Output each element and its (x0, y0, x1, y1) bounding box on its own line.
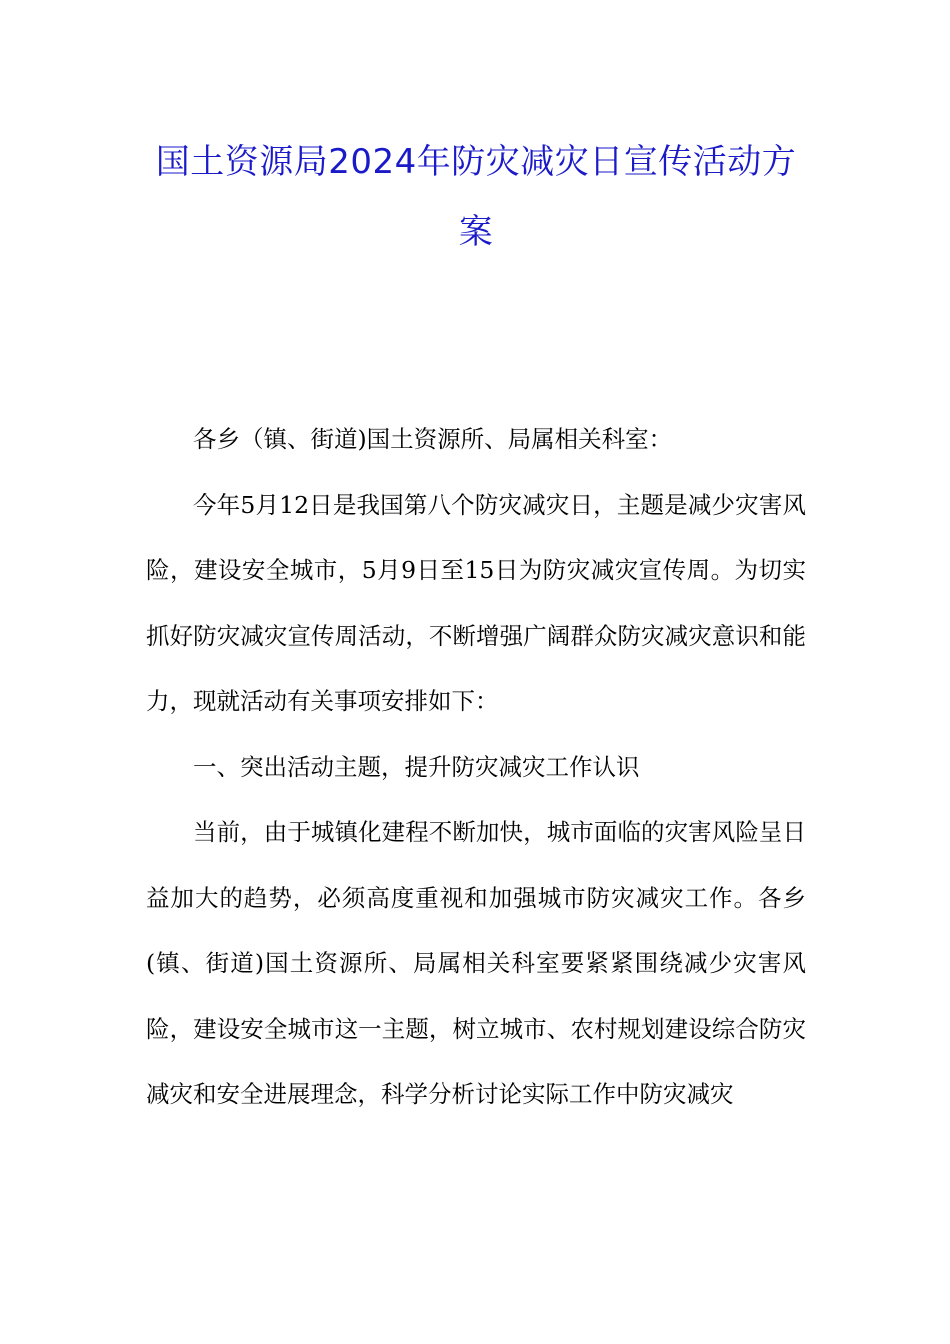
salutation-paragraph: 各乡（镇、街道)国土资源所、局属相关科室： (193, 425, 673, 453)
section-1-paragraph: 当前，由于城镇化建程不断加快，城市面临的灾害风险呈日益加大的趋势，必须高度重视和加强城市防灾减灾工作。各乡(镇、街道)国土资源所、局属相关科室要紧紧围绕减少灾害风险，建设安全城市这一主题，树立城市、农村规划建设综合防灾减灾和安全进展理念，科学分析讨论实际工作中防灾减灾 (146, 818, 806, 1108)
intro-paragraph: 今年5月12日是我国第八个防灾减灾日，主题是减少灾害风险，建设安全城市，5月9日至15日为防灾减灾宣传周。为切实抓好防灾减灾宣传周活动，不断增强广阔群众防灾减灾意识和能力，现就活动有关事项安排如下： (146, 490, 806, 715)
section-heading-1: 一、突出活动主题，提升防灾减灾工作认识 (193, 752, 640, 781)
document-title: 国土资源局2024年防灾减灾日宣传活动方案 (155, 142, 797, 252)
document-body (146, 407, 806, 1128)
